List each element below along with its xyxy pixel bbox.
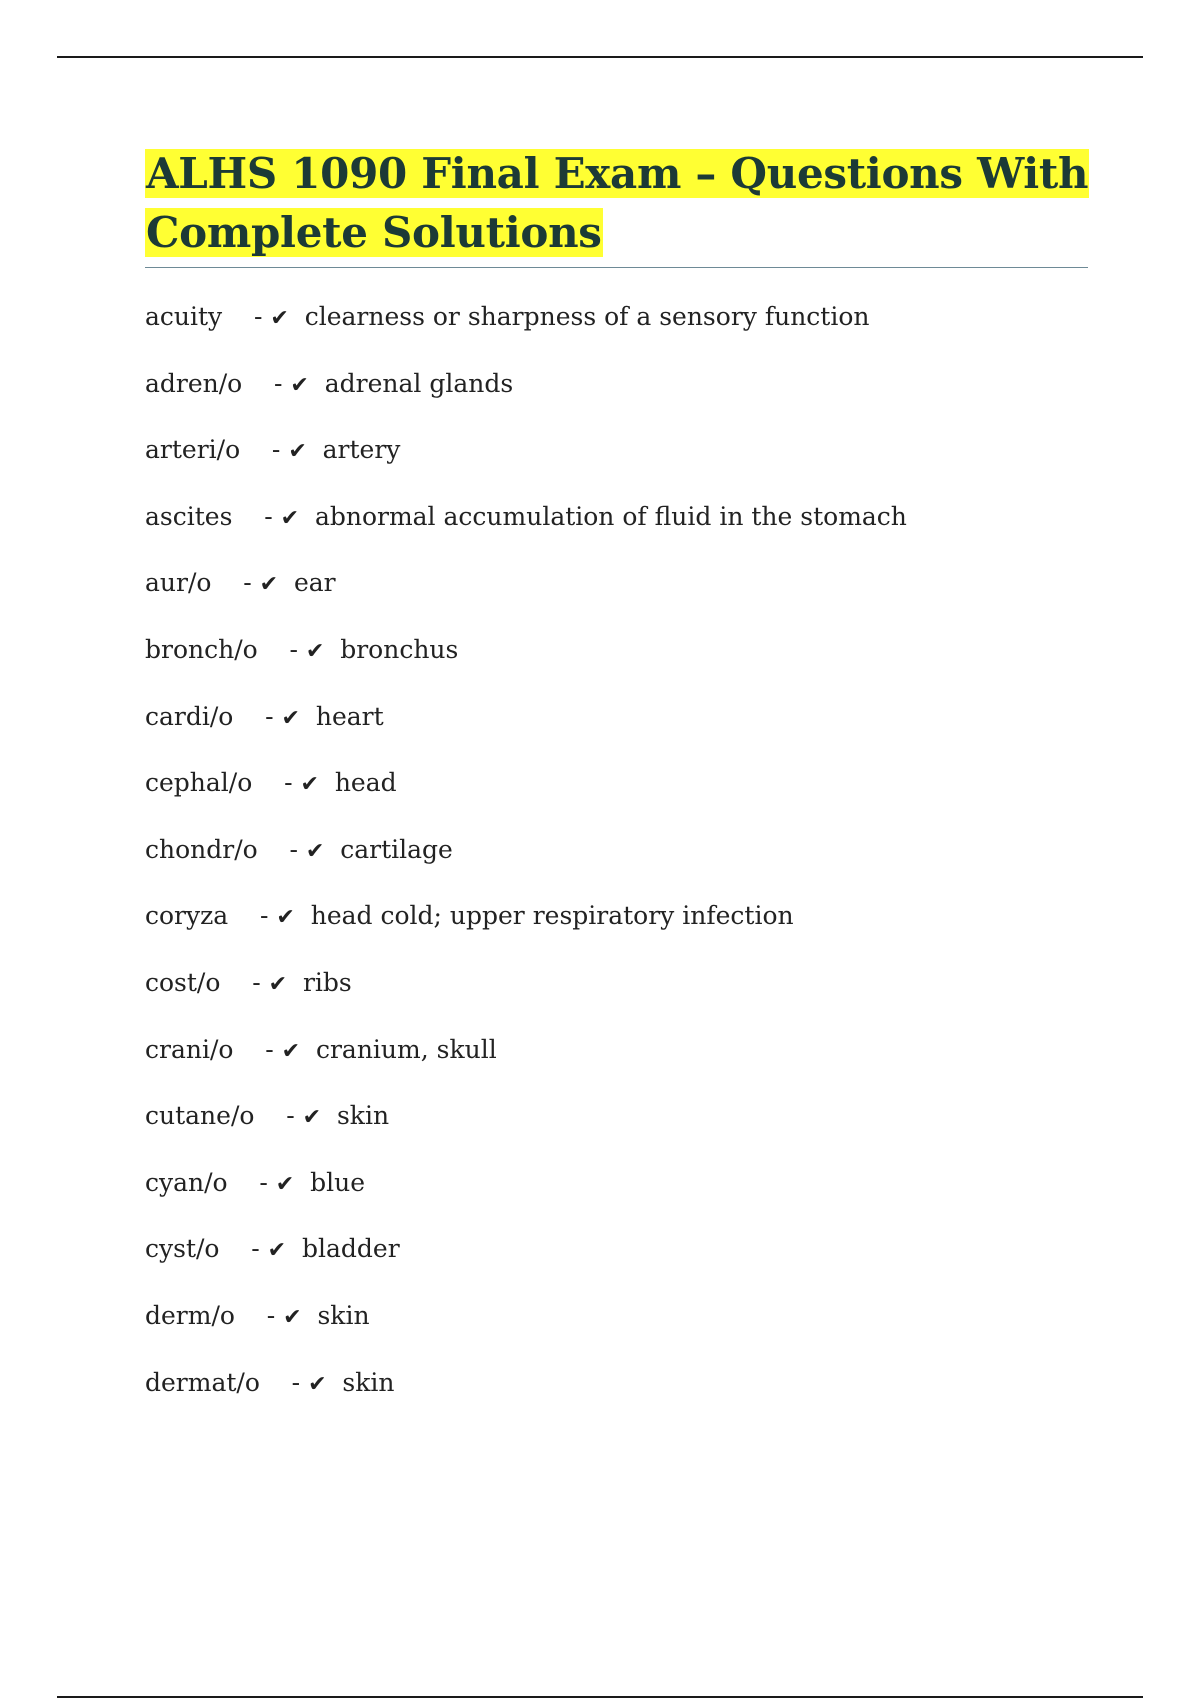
check-icon: ✔ [300, 772, 319, 798]
separator: - [256, 501, 281, 531]
check-icon: ✔ [288, 439, 307, 465]
separator: - [244, 967, 269, 997]
check-icon: ✔ [281, 1038, 301, 1064]
separator: - [258, 1300, 284, 1330]
list-item [145, 826, 1095, 893]
term: adren/o [145, 368, 243, 398]
term: cyan/o [145, 1167, 228, 1197]
list-item [145, 1026, 1095, 1093]
term: acuity [145, 302, 223, 331]
list-item [145, 759, 1095, 826]
list-item [145, 360, 1095, 427]
definition: head [334, 768, 397, 798]
title-underline [145, 267, 1088, 268]
term: cephal/o [145, 768, 253, 798]
term: crani/o [145, 1034, 234, 1064]
page-title [145, 144, 1095, 262]
definition: bronchus [340, 634, 459, 664]
check-icon: ✔ [259, 572, 279, 598]
separator: - [235, 568, 260, 598]
definition: blue [310, 1167, 366, 1197]
term: cardi/o [145, 701, 234, 731]
definition: ear [293, 568, 336, 598]
list-item [145, 693, 1095, 760]
separator: - [252, 901, 277, 931]
separator: - [263, 435, 289, 465]
term: coryza [145, 901, 229, 931]
check-icon: ✔ [280, 505, 300, 531]
check-icon: ✔ [275, 1171, 295, 1197]
term: chondr/o [145, 834, 258, 864]
check-icon: ✔ [308, 1371, 327, 1397]
term-list [145, 293, 1095, 1425]
page-top-rule [57, 56, 1143, 58]
separator: - [276, 768, 301, 798]
term: cost/o [145, 967, 221, 997]
definition: skin [317, 1300, 370, 1330]
list-item [145, 959, 1095, 1026]
list-item [145, 1092, 1095, 1159]
definition: head cold; upper respiratory infection [310, 901, 794, 931]
term: ascites [145, 501, 233, 531]
list-item [145, 1292, 1095, 1359]
separator: - [283, 1367, 309, 1397]
definition: clearness or sharpness of a sensory function [304, 302, 870, 331]
list-item [145, 1225, 1095, 1292]
list-item [145, 293, 1095, 360]
term: derm/o [145, 1300, 235, 1330]
separator: - [243, 1234, 268, 1264]
check-icon: ✔ [268, 971, 288, 997]
definition: skin [342, 1367, 395, 1397]
definition: skin [336, 1101, 390, 1131]
list-item [145, 1359, 1095, 1426]
definition: ribs [302, 967, 352, 997]
check-icon: ✔ [283, 1304, 302, 1330]
check-icon: ✔ [276, 905, 295, 931]
check-icon: ✔ [302, 1105, 322, 1131]
separator: - [257, 701, 282, 731]
list-item [145, 1159, 1095, 1226]
definition: adrenal glands [324, 368, 514, 398]
title-block [145, 144, 1095, 262]
separator: - [251, 1167, 276, 1197]
check-icon: ✔ [305, 638, 325, 664]
separator: - [281, 834, 306, 864]
definition: cartilage [340, 834, 453, 864]
definition: artery [322, 435, 401, 465]
check-icon: ✔ [267, 1238, 287, 1264]
list-item [145, 493, 1095, 560]
definition: bladder [302, 1234, 400, 1264]
definition: heart [315, 701, 384, 731]
term: aur/o [145, 568, 212, 598]
list-item [145, 892, 1095, 959]
definition: cranium, skull [315, 1034, 497, 1064]
term: cyst/o [145, 1234, 220, 1264]
list-item [145, 426, 1095, 493]
page-bottom-rule [57, 1696, 1143, 1698]
separator: - [246, 302, 271, 331]
term: arteri/o [145, 435, 241, 465]
definition: abnormal accumulation of fluid in the stomach [314, 501, 907, 531]
page-title-text: ALHS 1090 Final Exam – Questions With Complete Solutions [146, 149, 1089, 257]
check-icon: ✔ [305, 838, 325, 864]
separator: - [281, 634, 306, 664]
term: dermat/o [145, 1367, 260, 1397]
check-icon: ✔ [270, 306, 289, 331]
separator: - [257, 1034, 282, 1064]
check-icon: ✔ [281, 705, 300, 731]
list-item [145, 626, 1095, 693]
separator: - [266, 368, 291, 398]
term: bronch/o [145, 634, 258, 664]
separator: - [278, 1101, 303, 1131]
term: cutane/o [145, 1101, 255, 1131]
list-item [145, 559, 1095, 626]
check-icon: ✔ [290, 372, 309, 398]
